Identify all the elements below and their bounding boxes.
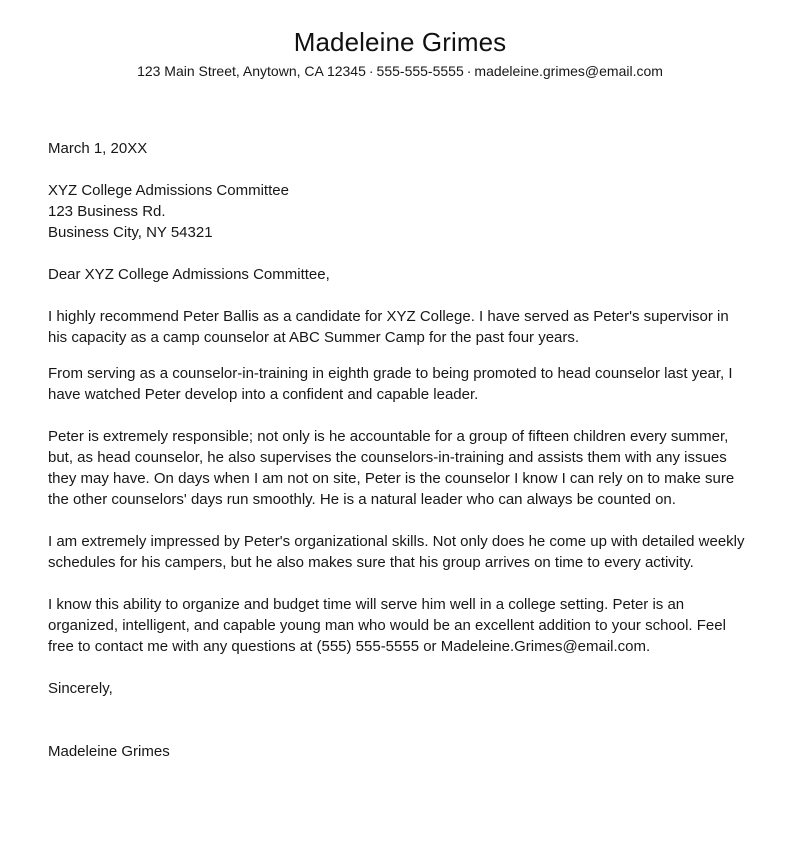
sender-address: 123 Main Street, Anytown, CA 12345 — [137, 63, 366, 79]
body-paragraph-4: I am extremely impressed by Peter's organizational skills. Not only does he come up with detailed weekly schedules for his campers, but he also makes sure that his group arrives on time to every activity. — [48, 533, 745, 571]
recipient-line-3: Business City, NY 54321 — [48, 224, 213, 241]
body-paragraph-3: Peter is extremely responsible; not only is he accountable for a group of fifteen children every summer, but, as head counselor, he also supervises the counselors-in-training and assists them with any issues they may have. On days when I am not on site, Peter is the counselor I know I can rely on to make sure the other counselors' days run smoothly. He is a natural leader who can always be counted on. — [48, 428, 735, 508]
sender-email: madeleine.grimes@email.com — [474, 63, 663, 79]
letter-body — [48, 138, 752, 762]
signature-name: Madeleine Grimes — [48, 743, 170, 760]
sender-name-heading: Madeleine Grimes — [293, 27, 507, 57]
body-paragraph-1: I highly recommend Peter Ballis as a candidate for XYZ College. I have served as Peter's supervisor in his capacity as a camp counselor at ABC Summer Camp for the past four years. — [48, 308, 729, 346]
body-paragraph-2: From serving as a counselor-in-training in eighth grade to being promoted to head counselor last year, I have watched Peter develop into a confident and capable leader. — [48, 365, 733, 403]
contact-separator-2: · — [466, 63, 472, 79]
letterhead — [0, 0, 800, 81]
contact-separator-1: · — [368, 63, 374, 79]
closing-salutation: Sincerely, — [48, 680, 113, 697]
body-paragraph-5: I know this ability to organize and budget time will serve him well in a college setting. Peter is an organized, intelligent, and capable young man who would be an excellent addition to your school. Feel free to contact me with any questions at (555) 555-5555 or Madeleine.Grimes@email.com. — [48, 596, 726, 655]
sender-contact-line — [0, 61, 800, 81]
recipient-address-block — [48, 180, 752, 243]
recipient-line-1: XYZ College Admissions Committee — [48, 182, 289, 199]
sender-phone: 555-555-5555 — [376, 63, 464, 79]
salutation: Dear XYZ College Admissions Committee, — [48, 266, 330, 283]
recipient-line-2: 123 Business Rd. — [48, 203, 166, 220]
letter-date: March 1, 20XX — [48, 140, 148, 157]
